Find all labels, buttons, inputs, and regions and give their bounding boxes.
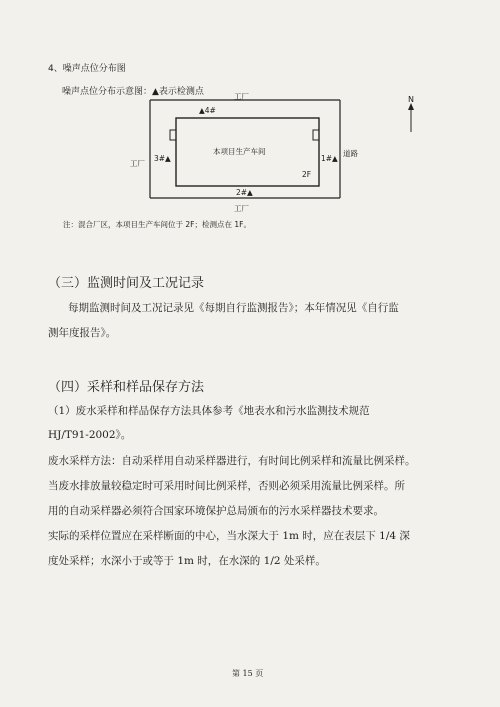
p2-line-3: 用的自动采样器必须符合国家环境保护总局颁布的污水采样器技术要求。 <box>48 505 384 517</box>
p1-line-2: HJ/T91-2002》。 <box>48 429 132 441</box>
section-4b-title: （四）采样和样品保存方法 <box>48 380 205 395</box>
p3-line-2: 度处采样；水深小于或等于 1m 时，在水深的 1/2 处采样。 <box>48 555 326 567</box>
point-4: ▲4# <box>199 106 216 115</box>
floor-2f: 2F <box>302 170 312 179</box>
p3-line-1: 实际的采样位置应在采样断面的中心，当水深大于 1m 时，应在表层下 1/4 深 <box>48 530 410 542</box>
page-number: 第 15 页 <box>232 669 264 678</box>
north-label: N <box>408 95 414 104</box>
label-road: 道路 <box>343 149 358 158</box>
label-bottom-factory: 工厂 <box>234 204 249 213</box>
label-left-factory: 工厂 <box>130 159 145 168</box>
point-3: 3#▲ <box>154 154 171 163</box>
label-building: 本项目生产车间 <box>213 147 266 156</box>
p2-line-2: 当废水排放量较稳定时可采用时间比例采样，否则必须采用流量比例采样。所 <box>48 480 405 492</box>
p2-line-1: 废水采样方法：自动采样用自动采样器进行，有时间比例采样和流量比例采样。 <box>48 455 416 467</box>
label-top-factory: 工厂 <box>234 92 249 101</box>
diagram-caption: 噪声点位分布示意图：▲表示检测点 <box>62 87 204 97</box>
p1-line-1: （1）废水采样和样品保存方法具体参考《地表水和污水监测技术规范 <box>48 405 370 417</box>
section-3-line-2: 测年度报告》。 <box>48 327 117 339</box>
section-3-line-1: 每期监测时间及工况记录见《每期自行监测报告》；本年情况见《自行监 <box>68 302 399 314</box>
point-1: 1#▲ <box>321 154 338 163</box>
section-3-title: （三）监测时间及工况记录 <box>48 276 205 291</box>
diagram-note: 注：混合厂区，本项目生产车间位于 2F；检测点在 1F。 <box>63 220 251 229</box>
section-4-title: 4、噪声点位分布图 <box>48 64 126 74</box>
point-2: 2#▲ <box>236 188 253 197</box>
